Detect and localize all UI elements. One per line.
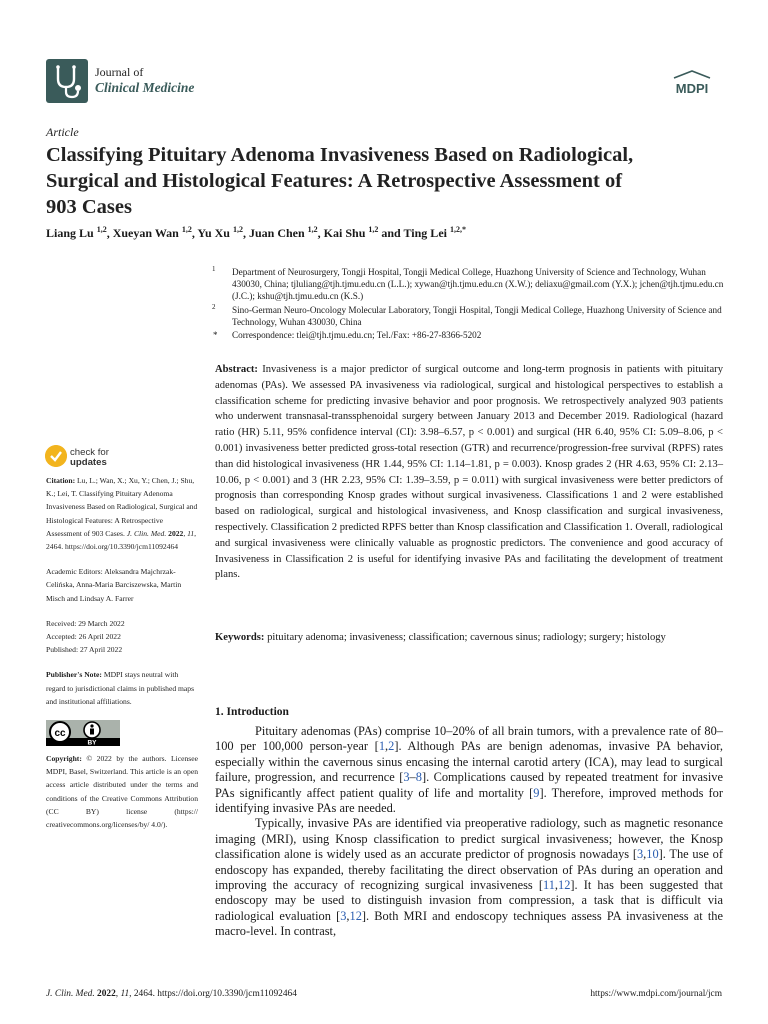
citation-link[interactable]: 12	[349, 908, 362, 923]
abstract-label: Abstract:	[215, 364, 258, 375]
stethoscope-icon	[46, 59, 88, 103]
article-dates	[46, 617, 198, 657]
affiliation-marker: 1	[212, 265, 216, 273]
author-affiliation-sup: 1,2	[307, 225, 318, 234]
check-updates-label	[70, 448, 109, 468]
author-affiliation-sup: 1,2	[368, 225, 379, 234]
citation-journal: J. Clin. Med.	[126, 528, 167, 538]
copyright-label: Copyright:	[46, 754, 82, 764]
affiliation-text: Department of Neurosurgery, Tongji Hospital, Tongji Medical College, Huazhong University of Science and Technology, Wuhan 430030, China; tjluliang@tjh.tjmu.edu.cn (L.L.); xywan@tjh.tjmu.edu.cn (X.W.); deliaxu@gmail.com (Y.X.); jchen@tjh.tjmu.edu.cn (J.C.); kshu@tjh.tjmu.edu.cn (K.S.)	[232, 267, 724, 302]
journal-title: Clinical Medicine	[95, 80, 195, 95]
citation-link[interactable]: 12	[558, 878, 571, 893]
author-affiliation-sup: 1,2,*	[449, 225, 466, 234]
check-updates-icon	[45, 445, 67, 467]
article-title: Classifying Pituitary Adenoma Invasiveness Based on Radiological, Surgical and Histological Features: A Retrospective Assessment of 903 Cases	[46, 144, 634, 218]
article-type: Article	[46, 125, 79, 139]
svg-text:cc: cc	[54, 728, 66, 740]
footer-volume: 11	[120, 989, 130, 999]
affiliation-2	[212, 304, 724, 328]
citation-link[interactable]: 11	[542, 878, 555, 893]
cc-by-license-icon[interactable]	[46, 720, 120, 746]
correspondence	[212, 329, 724, 341]
footer-doi: , 2464. https://doi.org/10.3390/jcm11092464	[129, 989, 297, 999]
citation-link[interactable]: 3	[403, 770, 410, 785]
citation-link[interactable]: 1	[378, 739, 386, 754]
svg-text:MDPI: MDPI	[675, 81, 709, 96]
check-for-updates-button[interactable]	[45, 445, 145, 471]
abstract	[215, 362, 723, 583]
footer-citation: J. Clin. Med. 2022, 11, 2464. https://doi.org/10.3390/jcm11092464	[46, 989, 297, 999]
author-affiliation-sup: 1,2	[96, 225, 107, 234]
footer-journal-url[interactable]: https://www.mdpi.com/journal/jcm	[590, 989, 722, 999]
footer-year: 2022	[97, 989, 116, 999]
journal-prefix: Journal of	[95, 65, 144, 79]
paragraph: Typically, invasive PAs are identified via preoperative radiology, such as magnetic resonance imaging (MRI), using Knosp classification to predict surgical invasiveness; however, the Knosp classification alone is widely used as an accurate predictor of prognosis nowadays [3,10]. The use of endoscopy has expanded, thereby facilitating the direct observation of PAs during an operation and improving the accuracy of recognizing surgical invasiveness [11,12]. It has been suggested that endoscopy may be used to distinguish invasion from compression, a task that is difficult via radiological evaluation [3,12]. Both MRI and endoscopy techniques assess PA invasiveness at the macro-level. In contrast,	[215, 816, 724, 939]
copyright-text: © 2022 by the authors. Licensee MDPI, Basel, Switzerland. This article is an open access article distributed under the terms and conditions of the Creative Commons Attribution (CC BY) license (https:// creativecommons.org/licenses/by/ 4.0/).	[46, 754, 198, 830]
author-name: Xueyan Wan	[112, 226, 182, 240]
svg-text:BY: BY	[87, 739, 97, 747]
publisher-note-label: Publisher's Note:	[46, 670, 102, 680]
section-heading-introduction: 1. Introduction	[215, 706, 289, 718]
citation-link[interactable]: 3	[340, 908, 347, 923]
sidebar	[46, 474, 198, 843]
received-date: Received: 29 March 2022	[46, 618, 125, 628]
correspondence-text: Correspondence: tlei@tjh.tjmu.edu.cn; Tel./Fax: +86-27-8366-5202	[232, 330, 482, 341]
citation-link[interactable]: 10	[646, 847, 659, 862]
affiliations	[212, 266, 724, 342]
paragraph: Pituitary adenomas (PAs) comprise 10–20% of all brain tumors, with a prevalence rate of 80–100 per 100,000 person-year [1,2]. Although PAs are benign adenomas, invasive PA behavior, especially within the cavernous sinus encasing the internal carotid artery (ICA), may lead to surgical failure, progression, and recurrence [3–8]. Complications caused by repeated treatment for invasive PAs significantly affect patient quality of life and mortality [9]. Therefore, improved methods for identifying invasive PAs are needed.	[215, 724, 724, 816]
publisher-note	[46, 668, 198, 708]
keywords-text: pituitary adenoma; invasiveness; classification; cavernous sinus; radiology; surgery; histology	[267, 632, 666, 643]
academic-editors: Academic Editors: Aleksandra Majchrzak-Celińska, Anna-Maria Barciszewska, Martin Misch and Lindsay A. Farrer	[46, 567, 182, 603]
journal-name	[95, 64, 194, 96]
affiliation-marker: 2	[212, 302, 216, 311]
author-affiliation-sup: 1,2	[181, 225, 192, 234]
published-date: Published: 27 April 2022	[46, 645, 123, 655]
author-affiliation-sup: 1,2	[232, 225, 243, 234]
mdpi-logo	[668, 70, 716, 98]
citation-label: Citation:	[46, 476, 76, 485]
keywords-label: Keywords:	[215, 632, 265, 643]
check-updates-line2: updates	[70, 457, 107, 468]
author-list: Liang Lu $^{1,2}$, Xueyan Wan $^{1,2}$, Yu Xu $^{1,2}$, Juan Chen $^{1,2}$, Kai Shu $^{1,2}$ and Ting Lei $^{1,2,*}$	[46, 225, 466, 240]
accepted-date: Accepted: 26 April 2022	[46, 632, 121, 642]
check-updates-line1: check for	[70, 447, 109, 458]
citation-volume: 11	[187, 528, 195, 538]
citation: Citation: Lu, L.; Wan, X.; Xu, Y.; Chen, J.; Shu, K.; Lei, T. Classifying Pituitary Adenoma Invasiveness Based on Radiological, Surgical and Histological Features: A Retrospective Assessment of 903 Cases. J. Clin. Med. 2022, 11, 2464. https://doi.org/10.3390/jcm11092464	[46, 476, 198, 552]
publisher-note-text: MDPI stays neutral with regard to jurisdictional claims in published maps and institutional affiliations.	[46, 670, 195, 706]
affiliation-1	[212, 266, 724, 303]
citation-link[interactable]: 2	[388, 739, 395, 754]
citation-link[interactable]: 8	[415, 770, 422, 785]
author-name: Juan Chen	[248, 226, 308, 240]
footer-journal: J. Clin. Med.	[46, 989, 95, 999]
correspondence-marker: *	[213, 330, 218, 341]
citation-link[interactable]: 3	[636, 847, 644, 862]
citation-link[interactable]: 9	[533, 785, 540, 800]
affiliation-text: Sino-German Neuro-Oncology Molecular Laboratory, Tongji Hospital, Tongji Medical College, Huazhong University of Science and Technology, Wuhan 430030, China	[232, 304, 722, 327]
keywords	[215, 630, 723, 646]
abstract-text: Invasiveness is a major predictor of surgical outcome and long-term prognosis in patients with pituitary adenomas (PAs). We assessed PA invasiveness via radiological, surgical and histological perspectives to establish a classification scheme for predicting invasive behavior and poor prognosis. We retrospectively analyzed 903 patients who underwent transnasal-transsphenoidal surgery between January 2013 and December 2019. Radiological (hazard ratio (HR) 5.11, 95% confidence interval (CI): 3.98–6.57, p < 0.001) and surgical (HR 6.40, 95% CI: 5.09–8.06, p < 0.001) invasiveness better predicted gross-total resection (GTR) and recurrence/progression-free survival (RPFS) rates than did histological invasiveness (HR 1.44, 95% CI: 1.14–1.81, p = 0.003). Knosp grades 2 (HR 4.63, 95% CI: 2.13–10.06, p < 0.001) and 3 (HR 2.23, 95% CI: 1.39–3.59, p = 0.011) with surgical invasiveness were better predictors of prognosis than corresponding Knosp grades without surgical invasiveness. Classifications 1 and 2 were established based on radiological, surgical and histological invasiveness, and Knosp classification and surgical invasiveness, respectively. Classification 2 predicted RPFS better than Knosp classification and Classification 1. Overall, radiological and surgical invasiveness were clinically valuable as prognostic predictors. The convenience and good accuracy of Invasiveness in Classification 2 is useful for identifying invasive PAs and facilitating the development of treatment plans.	[215, 364, 723, 581]
author-name: Ting Lei	[403, 226, 450, 240]
author-name: Kai Shu	[323, 226, 369, 240]
citation-doi-link[interactable]: https://doi.org/10.3390/jcm11092464	[65, 542, 179, 552]
citation-pages: , 2464.	[46, 528, 197, 552]
citation-year: 2022	[168, 528, 184, 538]
author-name: Yu Xu	[197, 226, 233, 240]
citation-text: Lu, L.; Wan, X.; Xu, Y.; Chen, J.; Shu, K.; Lei, T. Classifying Pituitary Adenoma Invasiveness Based on Radiological, Surgical and Histological Features: A Retrospective Assessment of 903 Cases.	[46, 476, 198, 538]
author-name: Liang Lu	[46, 226, 97, 240]
introduction-body	[215, 724, 723, 940]
copyright-notice	[46, 752, 198, 831]
